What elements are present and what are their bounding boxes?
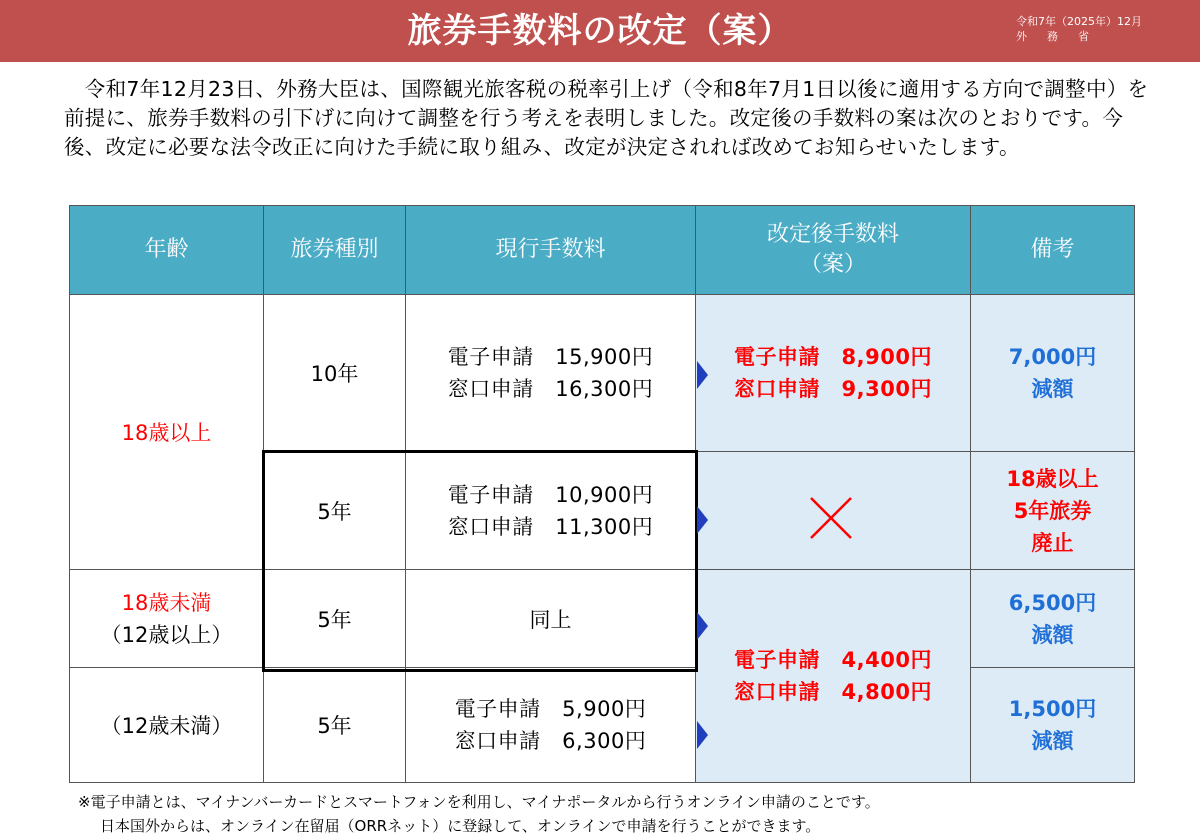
title-bar <box>0 0 1200 62</box>
intro-paragraph: 令和7年12月23日、外務大臣は、国際観光旅客税の税率引上げ（令和8年7月1日以後に適用する方向で調整中）を前提に、旅券手数料の引下げに向けて調整を行う考えを表明しました。改定後の手数料の案は次のとおりです。今後、改定に必要な法令改正に向けた手続に取り組み、改定が決定されれば改めてお知らせいたします。 <box>64 77 1149 159</box>
footnote <box>78 790 1188 838</box>
type-5-year-teen: 5年 <box>264 570 406 668</box>
current-fee-10y <box>406 295 696 452</box>
table-row <box>70 295 1135 452</box>
current-fee-10y-electronic: 電子申請 15,900円 <box>447 345 654 369</box>
current-fee-5y <box>406 452 696 570</box>
arrow-right-icon <box>697 361 708 389</box>
header-type: 旅券種別 <box>264 206 406 295</box>
note-child-amount: 1,500円 <box>1008 697 1097 721</box>
revised-fee-5y-counter: 窓口申請 4,800円 <box>734 680 932 704</box>
current-fee-child-electronic: 電子申請 5,900円 <box>454 697 647 721</box>
arrow-right-icon <box>697 506 708 534</box>
current-fee-5y-electronic: 電子申請 10,900円 <box>447 482 654 507</box>
age-under18: 18歳未満 <box>121 590 212 615</box>
note-teen-amount: 6,500円 <box>1008 590 1097 615</box>
footnote-line1: ※電子申請とは、マイナンバーカードとスマートフォンを利用し、マイナポータルから行うオンライン申請のことです。 <box>78 793 880 811</box>
footnote-line2: 日本国外からは、オンライン在留届（ORRネット）に登録して、オンラインで申請を行うことができます。 <box>100 817 821 835</box>
type-5-year-child: 5年 <box>264 668 406 783</box>
cross-icon <box>806 493 856 543</box>
note-5y-adult <box>971 452 1135 570</box>
current-fee-child <box>406 668 696 783</box>
age-under12: （12歳未満） <box>70 668 264 783</box>
note-child <box>971 668 1135 783</box>
header-notes: 備考 <box>971 206 1135 295</box>
note-teen-label: 減額 <box>1031 622 1074 647</box>
type-5-year-adult: 5年 <box>264 452 406 570</box>
revised-fee-5y-electronic: 電子申請 4,400円 <box>734 648 932 672</box>
header-revised-fee <box>696 206 971 295</box>
revised-fee-5y <box>696 570 971 783</box>
header-age: 年齢 <box>70 206 264 295</box>
note-child-label: 減額 <box>1031 729 1074 753</box>
current-fee-child-counter: 窓口申請 6,300円 <box>454 729 647 753</box>
page-title: 旅券手数料の改定（案） <box>407 11 793 51</box>
passport-fee-table <box>69 205 1135 783</box>
note-10y <box>971 295 1135 452</box>
table-row <box>70 570 1135 668</box>
age-18plus: 18歳以上 <box>70 295 264 570</box>
current-fee-teen: 同上 <box>406 570 696 668</box>
note-10y-label: 減額 <box>1031 377 1074 401</box>
revised-fee-10y-electronic: 電子申請 8,900円 <box>734 345 932 369</box>
header-date-block <box>1016 14 1186 44</box>
arrow-right-icon <box>697 721 708 749</box>
header-revised-line2: （案） <box>799 252 866 277</box>
current-fee-10y-counter: 窓口申請 16,300円 <box>447 377 654 401</box>
type-10-year: 10年 <box>264 295 406 452</box>
header-current-fee: 現行手数料 <box>406 206 696 295</box>
revised-fee-10y <box>696 295 971 452</box>
note-5y-line2: 5年旅券 <box>1013 498 1092 523</box>
current-fee-5y-counter: 窓口申請 11,300円 <box>447 514 654 539</box>
arrow-right-icon <box>697 612 708 640</box>
note-5y-line1: 18歳以上 <box>1006 466 1099 491</box>
header-date: 令和7年（2025年）12月 <box>1016 15 1142 28</box>
age-12-to-17 <box>70 570 264 668</box>
header-revised-line1: 改定後手数料 <box>766 222 899 247</box>
note-10y-amount: 7,000円 <box>1008 345 1097 369</box>
header-org: 外務省 <box>1016 30 1109 43</box>
table-header-row <box>70 206 1135 295</box>
table-row <box>70 668 1135 783</box>
age-12plus: （12歳以上） <box>100 622 233 647</box>
note-teen <box>971 570 1135 668</box>
revised-fee-10y-counter: 窓口申請 9,300円 <box>734 377 932 401</box>
note-5y-line3: 廃止 <box>1031 530 1074 555</box>
